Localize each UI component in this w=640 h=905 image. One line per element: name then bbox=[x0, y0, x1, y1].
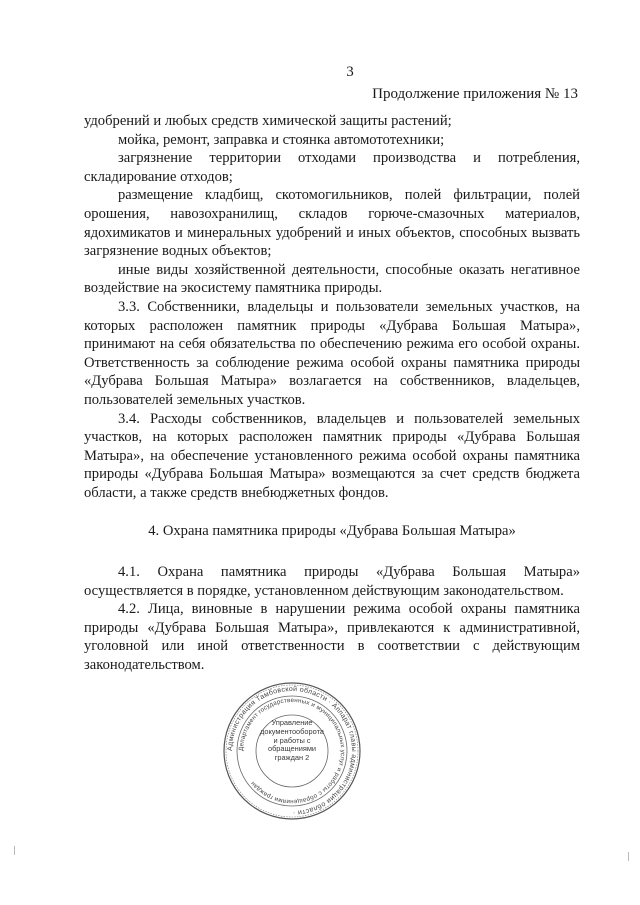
paragraph-3-3: 3.3. Собственники, владельцы и пользователи земельных участков, на которых расположен памятник природы «Дубрава Большая Матыра», принимают на себя обязательства по обеспечению режима его особой охраны. Ответственность за соблюдение режима особой охраны памятника природы «Дубрава Большая Матыра» возлагается на собственников, владельцев, пользователей земельных участков. bbox=[84, 298, 580, 408]
paragraph: иные виды хозяйственной деятельности, способные оказать негативное воздействие на экосистему памятника природы. bbox=[84, 261, 580, 297]
document-body bbox=[84, 112, 580, 675]
paragraph-4-2: 4.2. Лица, виновные в нарушении режима особой охраны памятника природы «Дубрава Большая Матыра», привлекаются к административной, уголовной или иной ответственности в соответствии с действующим законодательством. bbox=[84, 601, 580, 674]
stamp-inner-ring-text: Департамент государственных и муниципальных услуг и работы с обращениями граждан bbox=[237, 696, 347, 806]
scan-margin-mark bbox=[14, 846, 15, 855]
paragraph-4-1: 4.1. Охрана памятника природы «Дубрава Большая Матыра» осуществляется в порядке, установленном действующим законодательством. bbox=[84, 564, 580, 599]
stamp-center-text: Управление документооборота и работы с обращениями граждан 2 bbox=[260, 718, 324, 763]
paragraph: мойка, ремонт, заправка и стоянка автомототехники; bbox=[118, 131, 445, 148]
scan-margin-mark bbox=[628, 852, 629, 861]
page-number: 3 bbox=[346, 64, 354, 80]
section-heading: 4. Охрана памятника природы «Дубрава Большая Матыра» bbox=[148, 523, 516, 540]
paragraph-3-4: 3.4. Расходы собственников, владельцев и пользователей земельных участков, на которых расположен памятник природы «Дубрава Большая Матыра», на обеспечение установленного режима особой охраны памятника природы «Дубрава Большая Матыра» возмещаются за счет средств бюджета области, а также средств внебюджетных фондов. bbox=[84, 410, 580, 501]
appendix-continuation-note: Продолжение приложения № 13 bbox=[372, 86, 578, 102]
paragraph: удобрений и любых средств химической защиты растений; bbox=[84, 113, 452, 129]
official-stamp bbox=[222, 681, 362, 821]
paragraph: загрязнение территории отходами производства и потребления, складирование отходов; bbox=[84, 150, 580, 185]
stamp-outer-ring-text: Администрация Тамбовской области · Аппарат главы администрации области · bbox=[226, 685, 358, 817]
paragraph: размещение кладбищ, скотомогильников, полей фильтрации, полей орошения, навозохранилищ, складов горюче-смазочных материалов, ядохимикатов и минеральных удобрений и иных объектов, способных вызвать загрязнение водных объектов; bbox=[84, 187, 580, 260]
